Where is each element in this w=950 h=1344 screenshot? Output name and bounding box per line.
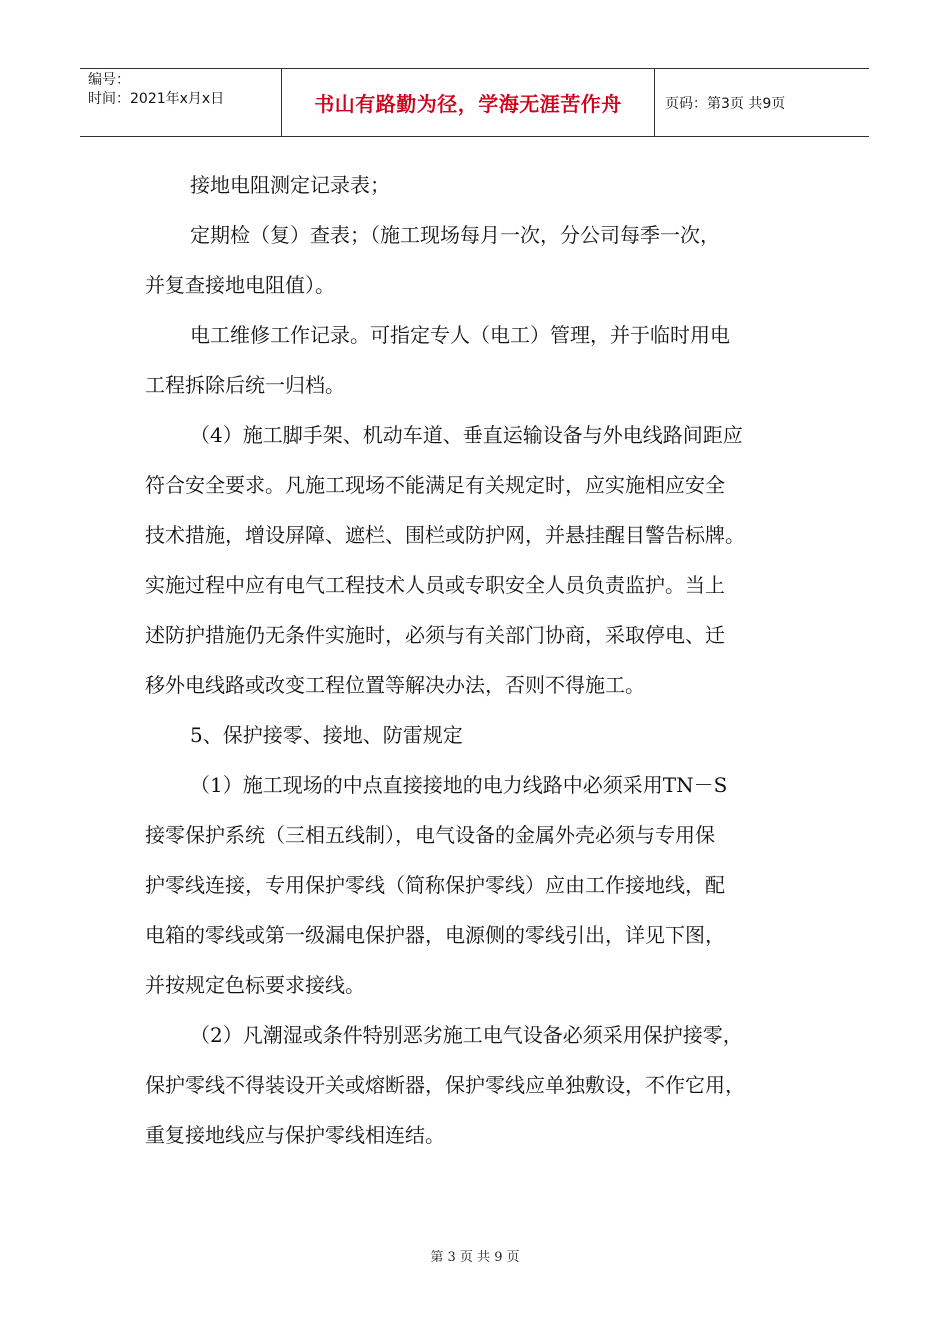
doc-number-label: 编号：: [88, 72, 130, 88]
paragraph-line: 并按规定色标要求接线。: [145, 973, 365, 997]
paragraph-line: 移外电线路或改变工程位置等解决办法，否则不得施工。: [145, 673, 645, 697]
paragraph-line: 并复查接地电阻值）。: [145, 273, 335, 297]
document-body: [145, 160, 825, 1160]
paragraph-line: 保护零线不得装设开关或熔断器，保护零线应单独敷设，不作它用，: [145, 1073, 745, 1097]
paragraph-line: 接零保护系统（三相五线制），电气设备的金属外壳必须与专用保: [145, 823, 715, 847]
paragraph-line: 述防护措施仍无条件实施时，必须与有关部门协商，采取停电、迁: [145, 623, 725, 647]
paragraph-line: （1）施工现场的中点直接接地的电力线路中必须采用TN－S: [190, 773, 728, 797]
paragraph-line: 技术措施，增设屏障、遮栏、围栏或防护网，并悬挂醒目警告标牌。: [145, 523, 745, 547]
doc-time-label: 时间：2021年x月x日: [88, 91, 225, 107]
paragraph-line: 定期检（复）查表；（施工现场每月一次，分公司每季一次，: [190, 223, 720, 247]
paragraph-line: 工程拆除后统一归档。: [145, 373, 345, 397]
paragraph-line: 电工维修工作记录。可指定专人（电工）管理，并于临时用电: [190, 323, 730, 347]
document-header: [80, 68, 869, 137]
paragraph-line: （4）施工脚手架、机动车道、垂直运输设备与外电线路间距应: [190, 423, 743, 447]
paragraph-line: 重复接地线应与保护零线相连结。: [145, 1123, 445, 1147]
paragraph-line: （2）凡潮湿或条件特别恶劣施工电气设备必须采用保护接零，: [190, 1023, 743, 1047]
paragraph-line: 符合安全要求。凡施工现场不能满足有关规定时，应实施相应安全: [145, 473, 725, 497]
header-meta: [80, 69, 282, 136]
paragraph-line: 接地电阻测定记录表；: [190, 173, 390, 197]
header-page-info: 页码：第3页 共9页: [665, 95, 786, 112]
page-footer: 第 3 页 共 9 页: [430, 1250, 520, 1265]
paragraph-line: 护零线连接，专用保护零线（简称保护零线）应由工作接地线，配: [145, 873, 725, 897]
paragraph-line: 实施过程中应有电气工程技术人员或专职安全人员负责监护。当上: [145, 573, 725, 597]
section-heading: 5、保护接零、接地、防雷规定: [190, 723, 463, 747]
header-motto: 书山有路勤为径，学海无涯苦作舟: [282, 69, 655, 136]
paragraph-line: 电箱的零线或第一级漏电保护器，电源侧的零线引出，详见下图，: [145, 923, 725, 947]
